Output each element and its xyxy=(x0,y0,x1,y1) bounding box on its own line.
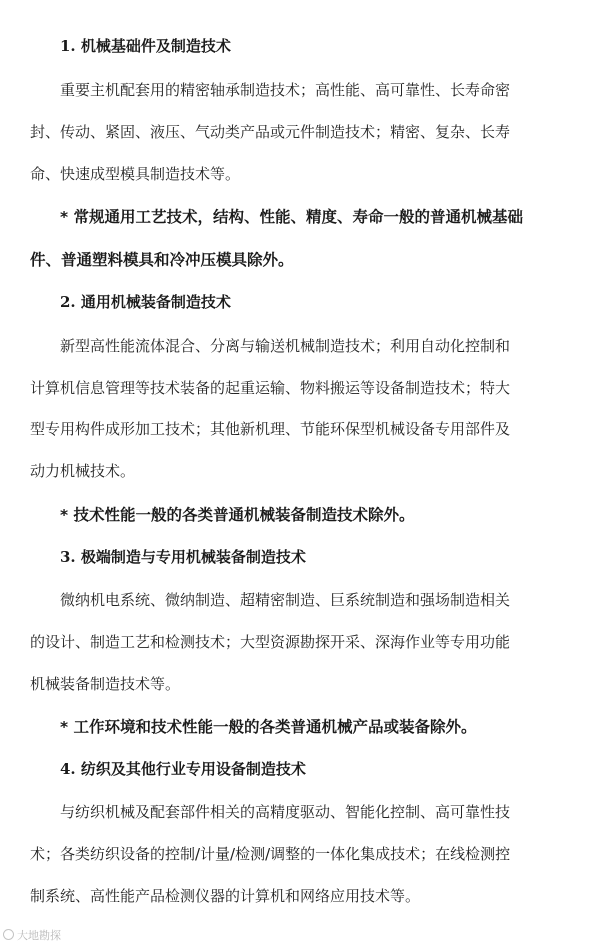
section-3-body-line-2: 的设计、制造工艺和检测技术；大型资源勘探开采、深海作业等专用功能 xyxy=(30,633,511,651)
section-1-body-line-3: 命、快速成型模具制造技术等。 xyxy=(30,165,241,183)
section-3-body-line-1: 微纳机电系统、微纳制造、超精密制造、巨系统制造和强场制造相关 xyxy=(60,591,511,609)
section-3-heading: 3. 极端制造与专用机械装备制造技术 xyxy=(60,548,306,566)
section-4-heading: 4. 纺织及其他行业专用设备制造技术 xyxy=(60,760,306,778)
section-3-body-line-3: 机械装备制造技术等。 xyxy=(30,675,181,693)
section-2-body-line-2: 计算机信息管理等技术装备的起重运输、物料搬运等设备制造技术；特大 xyxy=(30,379,511,397)
section-1-body-line-2: 封、传动、紧固、液压、气动类产品或元件制造技术；精密、复杂、长寿 xyxy=(30,123,511,141)
watermark-text: 大地勘探 xyxy=(17,929,61,942)
watermark-logo-icon xyxy=(3,929,14,940)
section-4-body-line-3: 制系统、高性能产品检测仪器的计算机和网络应用技术等。 xyxy=(30,887,421,905)
section-2-exclusion-line-1: * 技术性能一般的各类普通机械装备制造技术除外。 xyxy=(60,506,415,524)
section-1-body-line-1: 重要主机配套用的精密轴承制造技术；高性能、高可靠性、长寿命密 xyxy=(60,81,511,99)
section-2-body-line-1: 新型高性能流体混合、分离与输送机械制造技术；利用自动化控制和 xyxy=(60,337,511,355)
section-1-exclusion-line-2: 件、普通塑料模具和冷冲压模具除外。 xyxy=(30,251,294,269)
section-1-heading: 1. 机械基础件及制造技术 xyxy=(60,37,231,55)
section-2-body-line-3: 型专用构件成形加工技术；其他新机理、节能环保型机械设备专用部件及 xyxy=(30,420,511,438)
section-1-exclusion-line-1: * 常规通用工艺技术，结构、性能、精度、寿命一般的普通机械基础 xyxy=(60,208,524,226)
watermark xyxy=(3,929,61,943)
section-4-body-line-2: 术；各类纺织设备的控制/计量/检测/调整的一体化集成技术；在线检测控 xyxy=(30,845,511,863)
section-2-heading: 2. 通用机械装备制造技术 xyxy=(60,293,231,311)
section-4-body-line-1: 与纺织机械及配套部件相关的高精度驱动、智能化控制、高可靠性技 xyxy=(60,803,511,821)
section-2-body-line-4: 动力机械技术。 xyxy=(30,462,136,480)
section-3-exclusion-line-1: * 工作环境和技术性能一般的各类普通机械产品或装备除外。 xyxy=(60,718,477,736)
